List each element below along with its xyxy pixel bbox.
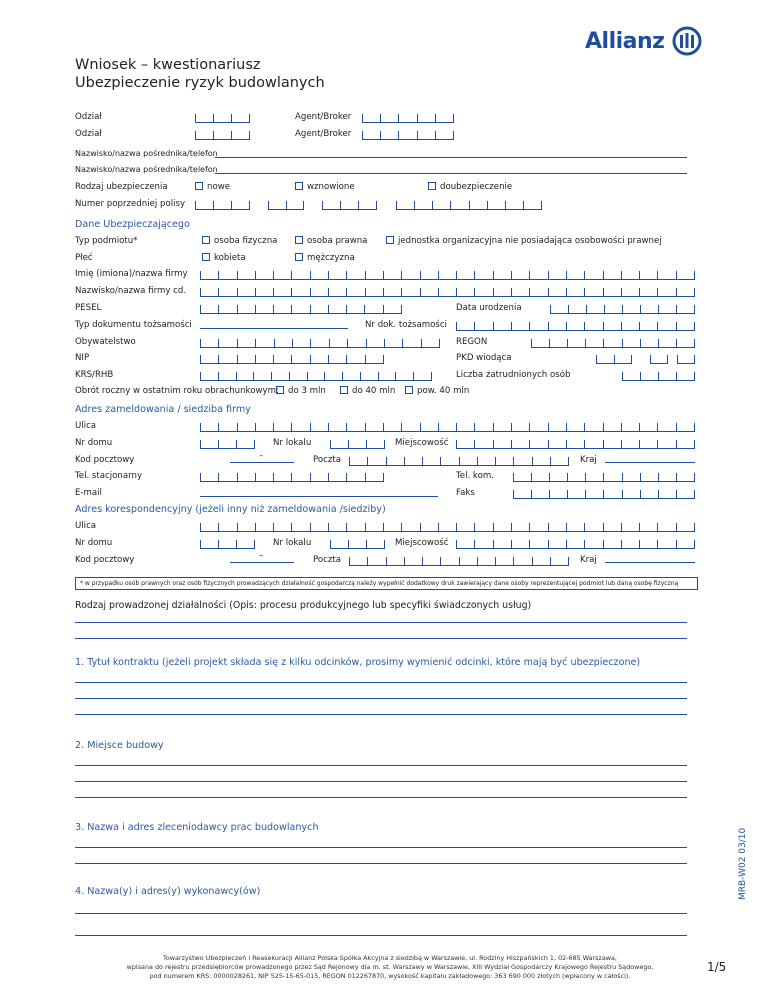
- pkd-field-3[interactable]: [677, 355, 695, 364]
- activity-line-2[interactable]: [75, 638, 687, 639]
- option-label: do 3 mln: [288, 386, 326, 396]
- activity-label: Rodzaj prowadzonej działalności (Opis: procesu produkcyjnego lub specyfiki świadczonych usług): [75, 600, 532, 611]
- corr-nr-lokalu-field[interactable]: [330, 540, 385, 549]
- address-heading: Adres zameldowania / siedziba firmy: [75, 404, 251, 415]
- q3-line-2[interactable]: [75, 863, 687, 864]
- typ-dokumentu-field[interactable]: [200, 328, 348, 329]
- numer-polisy-label: Numer poprzedniej polisy: [75, 199, 186, 209]
- form-code: MRB-W02 03/10: [738, 827, 748, 900]
- nr-lokalu-label: Nr lokalu: [273, 438, 312, 448]
- regon-field[interactable]: [531, 339, 695, 348]
- oddzial-label: Odział: [75, 112, 102, 122]
- checkbox[interactable]: [295, 236, 303, 244]
- q1-line-3[interactable]: [75, 714, 687, 715]
- obywatelstwo-label: Obywatelstwo: [75, 337, 136, 347]
- option-osoba-prawna[interactable]: [295, 236, 367, 246]
- footnote-text: * w przypadku osób prawnych oraz osób fizycznych prowadzących działalność gospodarczą należy wypełnić dodatkowy druk zawierający dane osoby reprezentującej podmiot lub daną osobę fizyczną: [80, 580, 679, 587]
- email-label: E-mail: [75, 488, 102, 498]
- page-number: 1/5: [707, 960, 727, 974]
- pkd-field-1[interactable]: [596, 355, 632, 364]
- regon-label: REGON: [456, 337, 488, 347]
- footnote-box: [75, 577, 698, 590]
- nr-domu-field[interactable]: [200, 440, 255, 449]
- nr-domu-label: Nr domu: [75, 438, 113, 448]
- q4-line-2[interactable]: [75, 935, 687, 936]
- miejscowosc-label: Miejscowość: [395, 438, 449, 448]
- poczta-label: Poczta: [313, 455, 342, 465]
- q1-line-2[interactable]: [75, 698, 687, 699]
- posrednik-field[interactable]: [215, 157, 687, 158]
- nazwisko-field[interactable]: [200, 288, 695, 297]
- corr-ulica-field[interactable]: [200, 523, 695, 532]
- title-line-2: Ubezpieczenie ryzyk budowlanych: [75, 75, 325, 91]
- obywatelstwo-field[interactable]: [200, 339, 440, 348]
- corr-kod-label: Kod pocztowy: [75, 555, 135, 565]
- insured-heading: Dane Ubezpieczającego: [75, 219, 190, 230]
- option-label: doubezpieczenie: [440, 182, 513, 192]
- posrednik-label-2: Nazwisko/nazwa pośrednika/telefon: [75, 165, 218, 174]
- corr-kraj-label: Kraj: [580, 555, 597, 565]
- liczba-label: Liczba zatrudnionych osób: [456, 370, 571, 380]
- rodzaj-label: Rodzaj ubezpieczenia: [75, 182, 168, 192]
- checkbox[interactable]: [276, 386, 284, 394]
- corr-nr-domu-field[interactable]: [200, 540, 255, 549]
- checkbox[interactable]: [405, 386, 413, 394]
- tel-label: Tel. stacjonarny: [75, 471, 143, 481]
- corr-nr-domu-label: Nr domu: [75, 538, 113, 548]
- nip-field[interactable]: [200, 355, 384, 364]
- corr-kod-field[interactable]: [230, 562, 294, 563]
- option-do-40-mln[interactable]: [340, 386, 395, 396]
- brand-name: Allianz: [585, 28, 665, 54]
- tel-field[interactable]: [200, 473, 384, 482]
- polisy-field-4[interactable]: [396, 201, 542, 210]
- posrednik-field-2[interactable]: [215, 173, 687, 174]
- footer-line-2: wpisana do rejestru przedsiębiorców prowadzonego przez Sąd Rejonowy dla m. st. Warszawy w Warszawie, XIII Wydział Gospodarczy Krajowego Rejestru Sądowego,: [126, 963, 654, 971]
- poczta-field[interactable]: [349, 457, 569, 466]
- option-label: do 40 mln: [352, 386, 396, 396]
- q2-line-1[interactable]: [75, 765, 687, 766]
- option-label: wznowione: [307, 182, 355, 192]
- option-label: mężczyzna: [307, 253, 355, 263]
- kraj-label: Kraj: [580, 455, 597, 465]
- q1-heading: 1. Tytuł kontraktu (jeżeli projekt składa się z kilku odcinków, prosimy wymienić odcinki, które mają być ubezpieczone): [75, 657, 641, 668]
- liczba-field[interactable]: [622, 372, 695, 381]
- data-urodzenia-field[interactable]: [550, 305, 695, 314]
- kod-field[interactable]: [230, 462, 294, 463]
- plec-label: Płeć: [75, 253, 93, 263]
- agent-field[interactable]: [362, 114, 454, 123]
- nr-dok-field[interactable]: [456, 322, 695, 331]
- kod-label: Kod pocztowy: [75, 455, 135, 465]
- corr-nr-lokalu-label: Nr lokalu: [273, 538, 312, 548]
- faks-field[interactable]: [513, 490, 695, 499]
- corr-poczta-label: Poczta: [313, 555, 342, 565]
- corr-kod-dash: –: [259, 551, 264, 561]
- checkbox[interactable]: [295, 182, 303, 190]
- corr-kraj-field[interactable]: [605, 562, 695, 563]
- agent-field-2[interactable]: [362, 131, 454, 140]
- faks-label: Faks: [456, 488, 475, 498]
- polisy-field-1[interactable]: [195, 201, 250, 210]
- checkbox[interactable]: [295, 253, 303, 261]
- allianz-eagle-icon: [672, 26, 702, 56]
- option-label: jednostka organizacyjna nie posiadająca osobowości prawnej: [398, 236, 662, 246]
- ulica-label: Ulica: [75, 421, 97, 431]
- corr-poczta-field[interactable]: [349, 557, 569, 566]
- nip-label: NIP: [75, 353, 90, 363]
- option-doubezpieczenie[interactable]: [428, 182, 512, 192]
- corr-miejscowosc-field[interactable]: [456, 540, 695, 549]
- checkbox[interactable]: [340, 386, 348, 394]
- option-label: pow. 40 mln: [417, 386, 470, 396]
- agent-label: Agent/Broker: [295, 112, 352, 122]
- typ-dokumentu-label: Typ dokumentu tożsamości: [75, 320, 192, 330]
- option-kobieta[interactable]: [202, 253, 246, 263]
- ulica-field[interactable]: [200, 423, 695, 432]
- kod-dash: –: [259, 451, 264, 461]
- agent-label-2: Agent/Broker: [295, 129, 352, 139]
- oddzial-field[interactable]: [195, 114, 250, 123]
- q4-heading: 4. Nazwa(y) i adres(y) wykonawcy(ów): [75, 886, 261, 897]
- checkbox[interactable]: [202, 253, 210, 261]
- nr-lokalu-field[interactable]: [330, 440, 385, 449]
- polisy-field-2[interactable]: [268, 201, 304, 210]
- option-label: nowe: [207, 182, 231, 192]
- q4-line-1[interactable]: [75, 913, 687, 914]
- checkbox[interactable]: [386, 236, 394, 244]
- pkd-field-2[interactable]: [650, 355, 668, 364]
- checkbox[interactable]: [202, 236, 210, 244]
- q2-line-2[interactable]: [75, 781, 687, 782]
- pesel-label: PESEL: [75, 303, 102, 313]
- title-line-1: Wniosek – kwestionariusz: [75, 57, 261, 73]
- option-label: osoba fizyczna: [214, 236, 278, 246]
- option-jednostka[interactable]: [386, 236, 662, 246]
- footer-line-3: pod numerem KRS: 0000028261, NIP 525-15-65-015, REGON 012267870, wysokość kapitału zakładowego: 363 690 000 złotych (wpłacony w całości).: [149, 972, 631, 980]
- nr-dok-label: Nr dok. tożsamości: [365, 320, 447, 330]
- option-wznowione[interactable]: [295, 182, 355, 192]
- polisy-field-3[interactable]: [322, 201, 377, 210]
- checkbox[interactable]: [195, 182, 203, 190]
- miejscowosc-field[interactable]: [456, 440, 695, 449]
- q2-heading: 2. Miejsce budowy: [75, 740, 164, 751]
- q1-line-1[interactable]: [75, 682, 687, 683]
- imie-field[interactable]: [200, 271, 695, 280]
- corr-ulica-label: Ulica: [75, 521, 97, 531]
- typ-podmiotu-label: Typ podmiotu*: [75, 236, 138, 246]
- q3-heading: 3. Nazwa i adres zleceniodawcy prac budowlanych: [75, 822, 319, 833]
- oddzial-label-2: Odział: [75, 129, 102, 139]
- option-osoba-fizyczna[interactable]: [202, 236, 277, 246]
- activity-line-1[interactable]: [75, 622, 687, 623]
- kraj-field[interactable]: [605, 462, 695, 463]
- option-pow-40-mln[interactable]: [405, 386, 469, 396]
- krs-field[interactable]: [200, 372, 432, 381]
- page-title: [75, 56, 325, 92]
- corr-heading: Adres korespondencyjny (jeżeli inny niż zameldowania /siedziby): [75, 504, 386, 515]
- tel-kom-label: Tel. kom.: [456, 471, 494, 481]
- option-label: osoba prawna: [307, 236, 368, 246]
- option-mezczyzna[interactable]: [295, 253, 355, 263]
- oddzial-field-2[interactable]: [195, 131, 250, 140]
- q2-line-3[interactable]: [75, 797, 687, 798]
- pesel-field[interactable]: [200, 305, 402, 314]
- obrot-label: Obrót roczny w ostatnim roku obrachunkowym:: [75, 386, 279, 396]
- option-nowe[interactable]: [195, 182, 230, 192]
- option-label: kobieta: [214, 253, 246, 263]
- checkbox[interactable]: [428, 182, 436, 190]
- allianz-logo: [585, 26, 702, 56]
- posrednik-label: Nazwisko/nazwa pośrednika/telefon: [75, 149, 218, 158]
- q3-line-1[interactable]: [75, 847, 687, 848]
- email-field[interactable]: [200, 496, 438, 497]
- footer: [100, 954, 680, 981]
- tel-kom-field[interactable]: [513, 473, 695, 482]
- pkd-label: PKD wiodąca: [456, 353, 512, 363]
- nazwisko-label: Nazwisko/nazwa firmy cd.: [75, 286, 187, 296]
- imie-label: Imię (imiona)/nazwa firmy: [75, 269, 188, 279]
- data-urodzenia-label: Data urodzenia: [456, 303, 522, 313]
- corr-miejscowosc-label: Miejscowość: [395, 538, 449, 548]
- krs-label: KRS/RHB: [75, 370, 114, 380]
- footer-line-1: Towarzystwo Ubezpieczeń i Reasekuracji Allianz Polska Spółka Akcyjna z siedzibą w Warszawie, ul. Rodziny Hiszpańskich 1, 02-685 Warszawa,: [163, 954, 617, 962]
- option-do-3-mln[interactable]: [276, 386, 326, 396]
